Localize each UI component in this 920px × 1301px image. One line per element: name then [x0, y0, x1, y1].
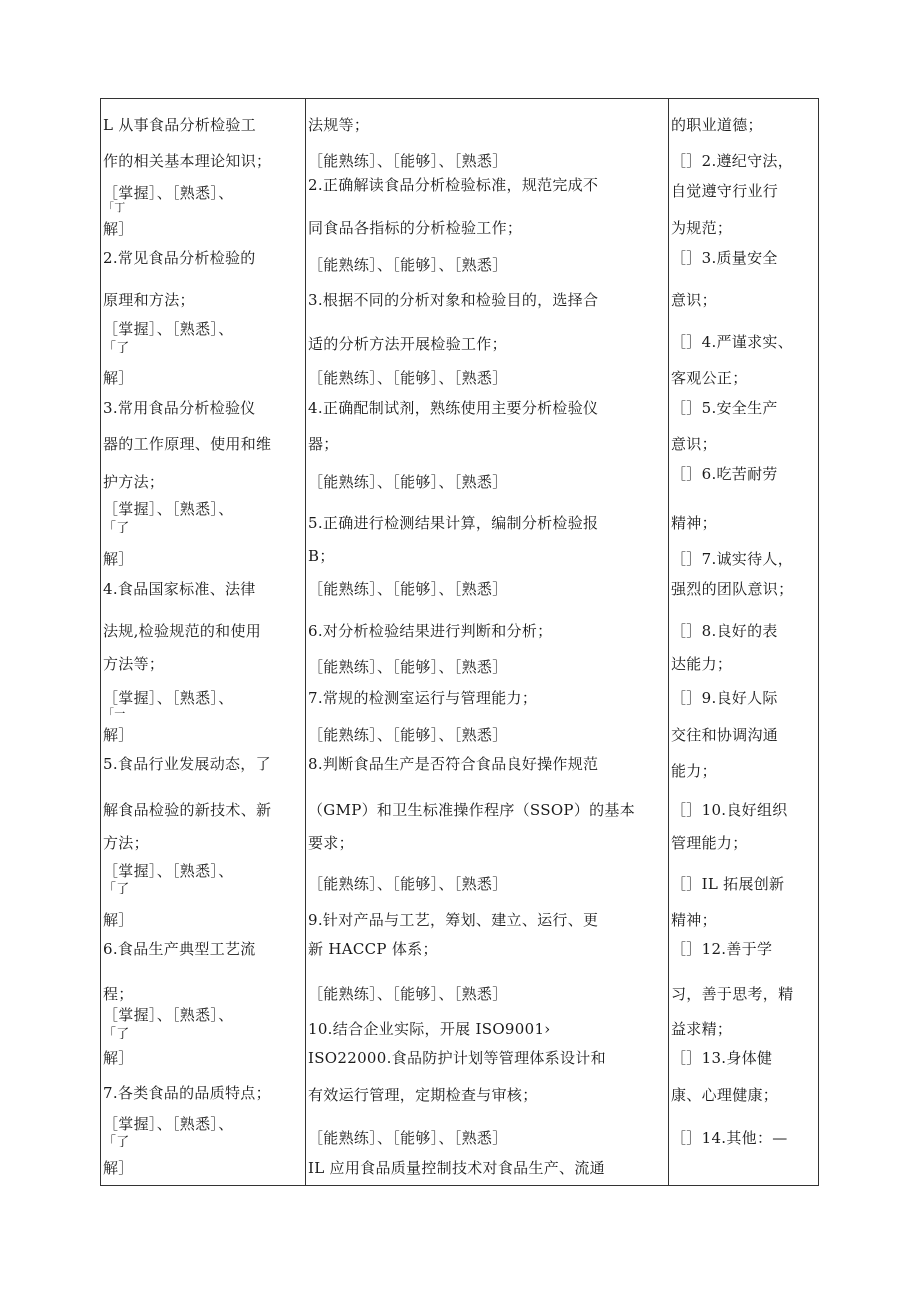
knowledge-line: 「一: [103, 707, 126, 720]
qualities-line: 为规范；: [671, 219, 733, 237]
qualities-line: ［］13.身体健: [671, 1049, 773, 1067]
qualities-line: ［］10.良好组织: [671, 801, 788, 819]
knowledge-line: ［掌握］、［熟悉］、: [103, 500, 234, 518]
qualities-line: 益求精；: [671, 1020, 733, 1038]
skills-line: 4.正确配制试剂，熟练使用主要分析检验仪: [308, 399, 599, 417]
skills-line: ［能熟练］、［能够］、［熟悉］: [308, 369, 508, 387]
knowledge-line: 5.食品行业发展动态，了: [103, 755, 271, 773]
skills-line: ［能熟练］、［能够］、［熟悉］: [308, 985, 508, 1003]
knowledge-line: 护方法；: [103, 473, 165, 491]
qualities-line: 的职业道德；: [671, 116, 763, 134]
knowledge-line: 解］: [103, 726, 134, 744]
skills-line: ［能熟练］、［能够］、［熟悉］: [308, 726, 508, 744]
knowledge-line: ［掌握］、［熟悉］、: [103, 320, 234, 338]
knowledge-line: 「了: [103, 1135, 130, 1150]
knowledge-line: 3.常用食品分析检验仪: [103, 399, 256, 417]
knowledge-line: L 从事食品分析检验工: [103, 116, 257, 134]
skills-line: 7.常规的检测室运行与管理能力；: [308, 689, 538, 707]
skills-line: 新 HACCP 体系；: [308, 940, 438, 958]
qualities-line: ［］9.良好人际: [671, 689, 778, 707]
qualities-line: 客观公正；: [671, 369, 748, 387]
knowledge-line: 「了: [103, 882, 130, 897]
qualities-line: 意识；: [671, 291, 717, 309]
knowledge-line: 4.食品国家标准、法律: [103, 580, 256, 598]
skills-line: 10.结合企业实际，开展 ISO9001›: [308, 1020, 551, 1038]
knowledge-line: 2.常见食品分析检验的: [103, 249, 256, 267]
knowledge-line: 程；: [103, 985, 134, 1003]
knowledge-line: 原理和方法；: [103, 291, 195, 309]
qualities-line: 管理能力；: [671, 834, 748, 852]
skills-line: 5.正确进行检测结果计算，编制分析检验报: [308, 514, 599, 532]
qualities-line: 自觉遵守行业行: [671, 182, 779, 200]
qualities-line: ［］6.吃苦耐劳: [671, 465, 778, 483]
knowledge-line: 解］: [103, 369, 134, 387]
knowledge-line: 「了: [103, 1027, 130, 1042]
knowledge-line: 作的相关基本理论知识；: [103, 152, 272, 170]
knowledge-line: 「了: [103, 341, 130, 356]
skills-line: 有效运行管理，定期检查与审核；: [308, 1086, 538, 1104]
knowledge-line: ［掌握］、［熟悉］、: [103, 1115, 234, 1133]
knowledge-line: 解］: [103, 1159, 134, 1177]
skills-line: 法规等；: [308, 116, 370, 134]
skills-line: 要求；: [308, 834, 354, 852]
skills-line: ［能熟练］、［能够］、［熟悉］: [308, 875, 508, 893]
knowledge-line: 「丁: [103, 201, 126, 214]
qualities-line: 康、心理健康；: [671, 1086, 779, 1104]
skills-line: ［能熟练］、［能够］、［熟悉］: [308, 1129, 508, 1147]
skills-line: 9.针对产品与工艺，筹划、建立、运行、更: [308, 911, 599, 929]
knowledge-line: 法规,检验规范的和使用: [103, 622, 262, 640]
skills-line: IL 应用食品质量控制技术对食品生产、流通: [308, 1159, 605, 1177]
skills-line: ISO22000.食品防护计划等管理体系设计和: [308, 1049, 606, 1067]
knowledge-line: 方法等；: [103, 655, 165, 673]
skills-line: 器；: [308, 435, 339, 453]
qualities-line: ［］8.良好的表: [671, 622, 778, 640]
skills-line: ［能熟练］、［能够］、［熟悉］: [308, 152, 508, 170]
qualities-line: ［］7.诚实待人，: [671, 550, 794, 568]
knowledge-line: ［掌握］、［熟悉］、: [103, 862, 234, 880]
knowledge-line: ［掌握］、［熟悉］、: [103, 184, 234, 202]
knowledge-line: 7.各类食品的品质特点；: [103, 1084, 271, 1102]
skills-line: 同食品各指标的分析检验工作；: [308, 219, 523, 237]
qualities-line: 强烈的团队意识；: [671, 580, 794, 598]
skills-line: B；: [308, 547, 335, 565]
skills-line: ［能熟练］、［能够］、［熟悉］: [308, 256, 508, 274]
qualities-line: ［］3.质量安全: [671, 249, 778, 267]
qualities-line: 能力；: [671, 762, 717, 780]
skills-line: （GMP）和卫生标准操作程序（SSOP）的基本: [308, 801, 636, 819]
skills-line: ［能熟练］、［能够］、［熟悉］: [308, 473, 508, 491]
qualities-line: ［］5.安全生产: [671, 399, 778, 417]
qualities-line: 精神；: [671, 911, 717, 929]
skills-line: 6.对分析检验结果进行判断和分析；: [308, 622, 553, 640]
qualities-line: 精神；: [671, 514, 717, 532]
skills-line: ［能熟练］、［能够］、［熟悉］: [308, 658, 508, 676]
knowledge-line: 解］: [103, 911, 134, 929]
knowledge-line: 解］: [103, 1049, 134, 1067]
qualities-line: 意识；: [671, 435, 717, 453]
qualities-line: ［］IL 拓展创新: [671, 875, 785, 893]
skills-line: 3.根据不同的分析对象和检验目的，选择合: [308, 291, 599, 309]
skills-line: ［能熟练］、［能够］、［熟悉］: [308, 580, 508, 598]
knowledge-line: 方法；: [103, 834, 149, 852]
qualities-line: ［］4.严谨求实、: [671, 333, 794, 351]
knowledge-line: 「了: [103, 521, 130, 536]
knowledge-line: ［掌握］、［熟悉］、: [103, 1006, 234, 1024]
knowledge-line: 6.食品生产典型工艺流: [103, 940, 256, 958]
knowledge-line: 解］: [103, 220, 134, 238]
skills-line: 适的分析方法开展检验工作；: [308, 335, 507, 353]
skills-line: 2.正确解读食品分析检验标准，规范完成不: [308, 176, 599, 194]
knowledge-line: ［掌握］、［熟悉］、: [103, 689, 234, 707]
qualities-line: ［］14.其他：—: [671, 1129, 788, 1147]
qualities-line: 习，善于思考，精: [671, 985, 794, 1003]
knowledge-line: 解食品检验的新技术、新: [103, 801, 272, 819]
qualities-line: 达能力；: [671, 655, 733, 673]
qualities-line: 交往和协调沟通: [671, 726, 779, 744]
qualities-line: ［］12.善于学: [671, 940, 773, 958]
knowledge-line: 器的工作原理、使用和维: [103, 435, 272, 453]
knowledge-line: 解］: [103, 550, 134, 568]
skills-line: 8.判断食品生产是否符合食品良好操作规范: [308, 755, 599, 773]
qualities-line: ［］2.遵纪守法，: [671, 152, 794, 170]
